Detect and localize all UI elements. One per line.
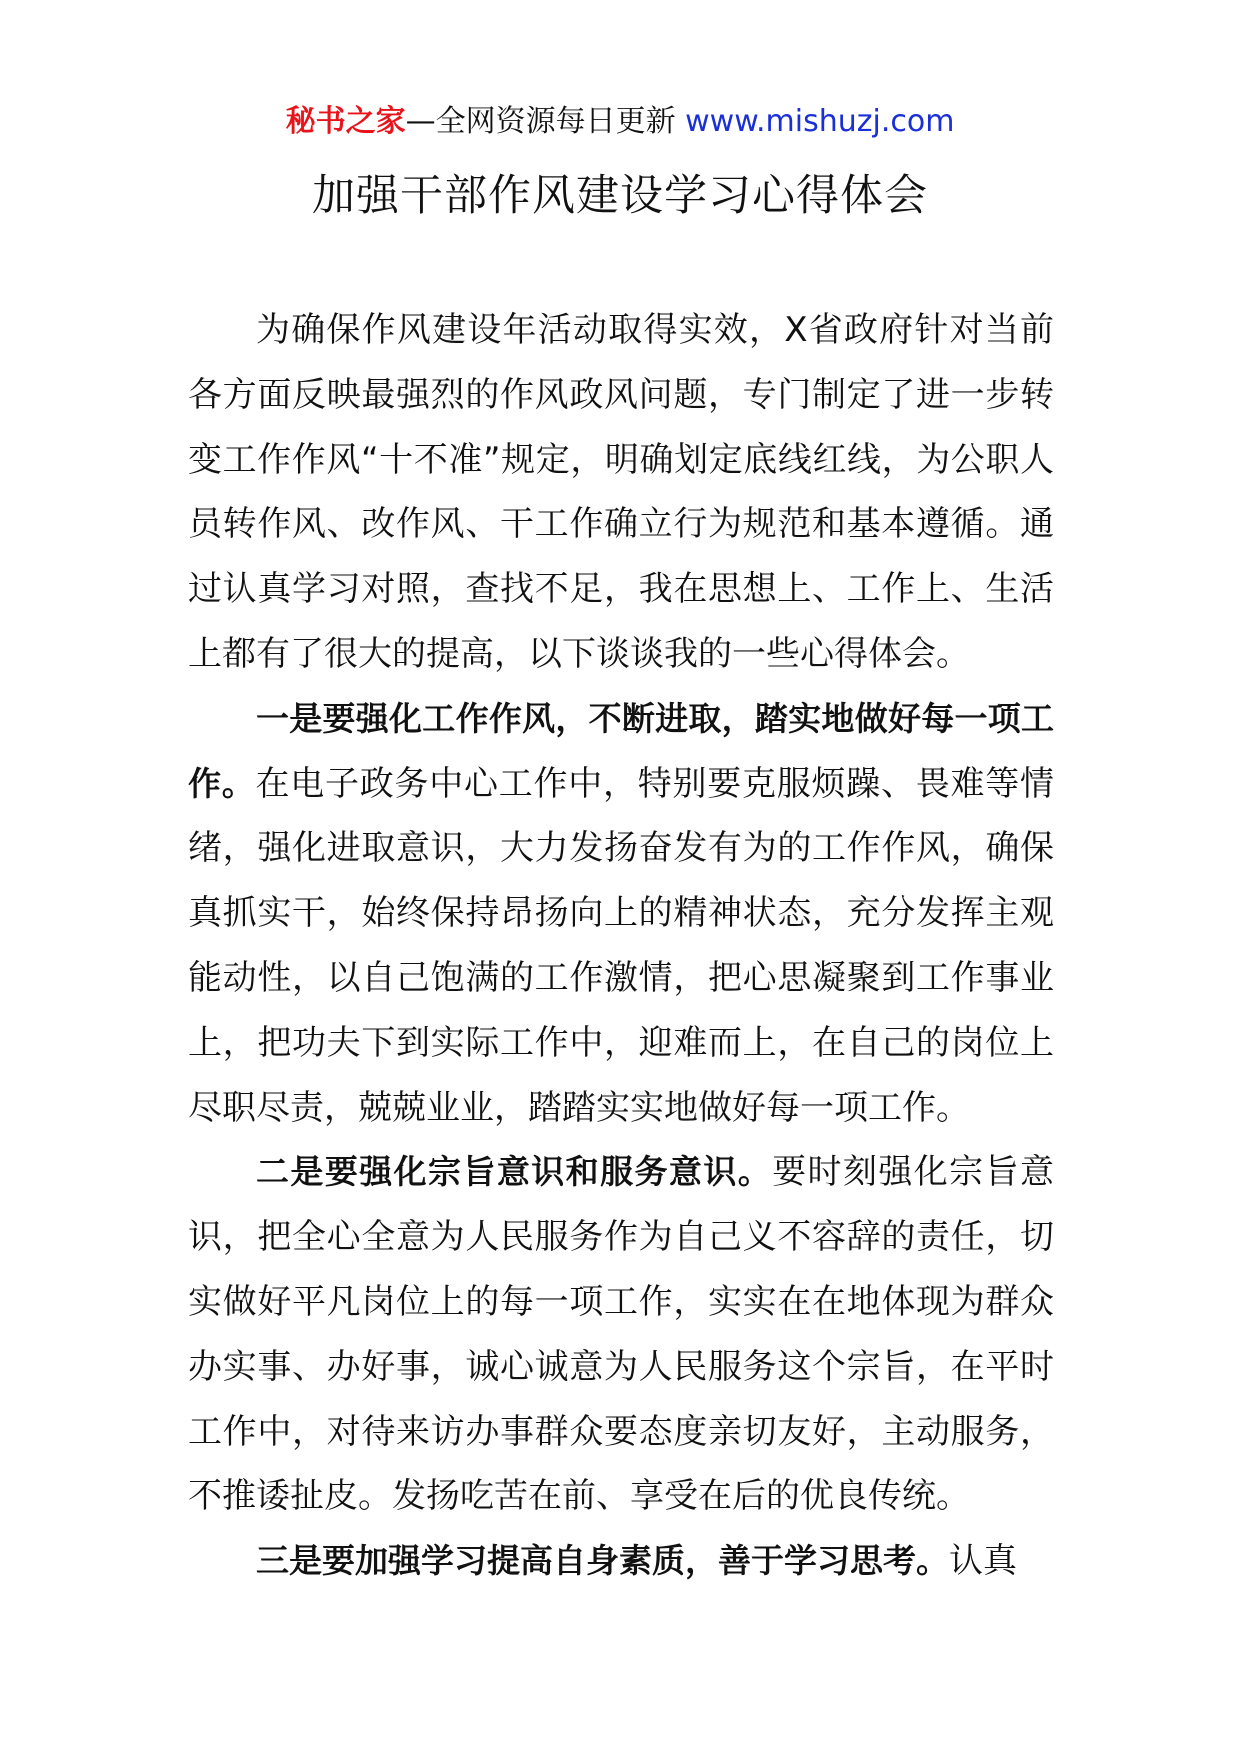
paragraph-point-2 — [188, 1140, 1054, 1529]
document-title: 加强干部作风建设学习心得体会 — [312, 171, 928, 221]
paragraph-lead: 三是要加强学习提高自身素质，善于学习思考。 — [256, 1541, 949, 1581]
document-body — [188, 298, 1054, 1594]
paragraph-lead: 二是要强化宗旨意识和服务意识。 — [256, 1152, 773, 1192]
site-tagline: —全网资源每日更新 — [405, 104, 676, 139]
paragraph-text: 在电子政务中心工作中，特别要克服烦躁、畏难等情绪，强化进取意识，大力发扬奋发有为的工作作风，确保真抓实干，始终保持昂扬向上的精神状态，充分发挥主观能动性，以自己饱满的工作激情，把心思凝聚到工作事业上，把功夫下到实际工作中，迎难而上，在自己的岗位上尽职尽责，兢兢业业，踏踏实实地做好每一项工作。 — [188, 763, 1054, 1128]
paragraph-point-1 — [188, 687, 1054, 1141]
paragraph-text: 要时刻强化宗旨意识，把全心全意为人民服务作为自己义不容辞的责任，切实做好平凡岗位上的每一项工作，实实在在地体现为群众办实事、办好事，诚心诚意为人民服务这个宗旨，在平时工作中，对待来访办事群众要态度亲切友好，主动服务，不推诿扯皮。发扬吃苦在前、享受在后的优良传统。 — [188, 1152, 1055, 1517]
paragraph-text: 为确保作风建设年活动取得实效，X省政府针对当前各方面反映最强烈的作风政风问题，专门制定了进一步转变工作作风“十不准”规定，明确划定底线红线，为公职人员转作风、改作风、干工作确立行为规范和基本遵循。通过认真学习对照，查找不足，我在思想上、工作上、生活上都有了很大的提高，以下谈谈我的一些心得体会。 — [188, 310, 1054, 674]
site-brand: 秘书之家 — [285, 104, 406, 139]
paragraph-text: 认真 — [949, 1541, 1017, 1582]
site-header — [0, 100, 1240, 144]
paragraph-lead: 一是要强化工作作风，不断进取，踏实地做好每一项工作。 — [188, 698, 1054, 803]
paragraph-intro — [188, 298, 1054, 687]
site-url-link[interactable]: www.mishuzj.com — [685, 104, 955, 139]
paragraph-point-3 — [188, 1529, 1054, 1594]
